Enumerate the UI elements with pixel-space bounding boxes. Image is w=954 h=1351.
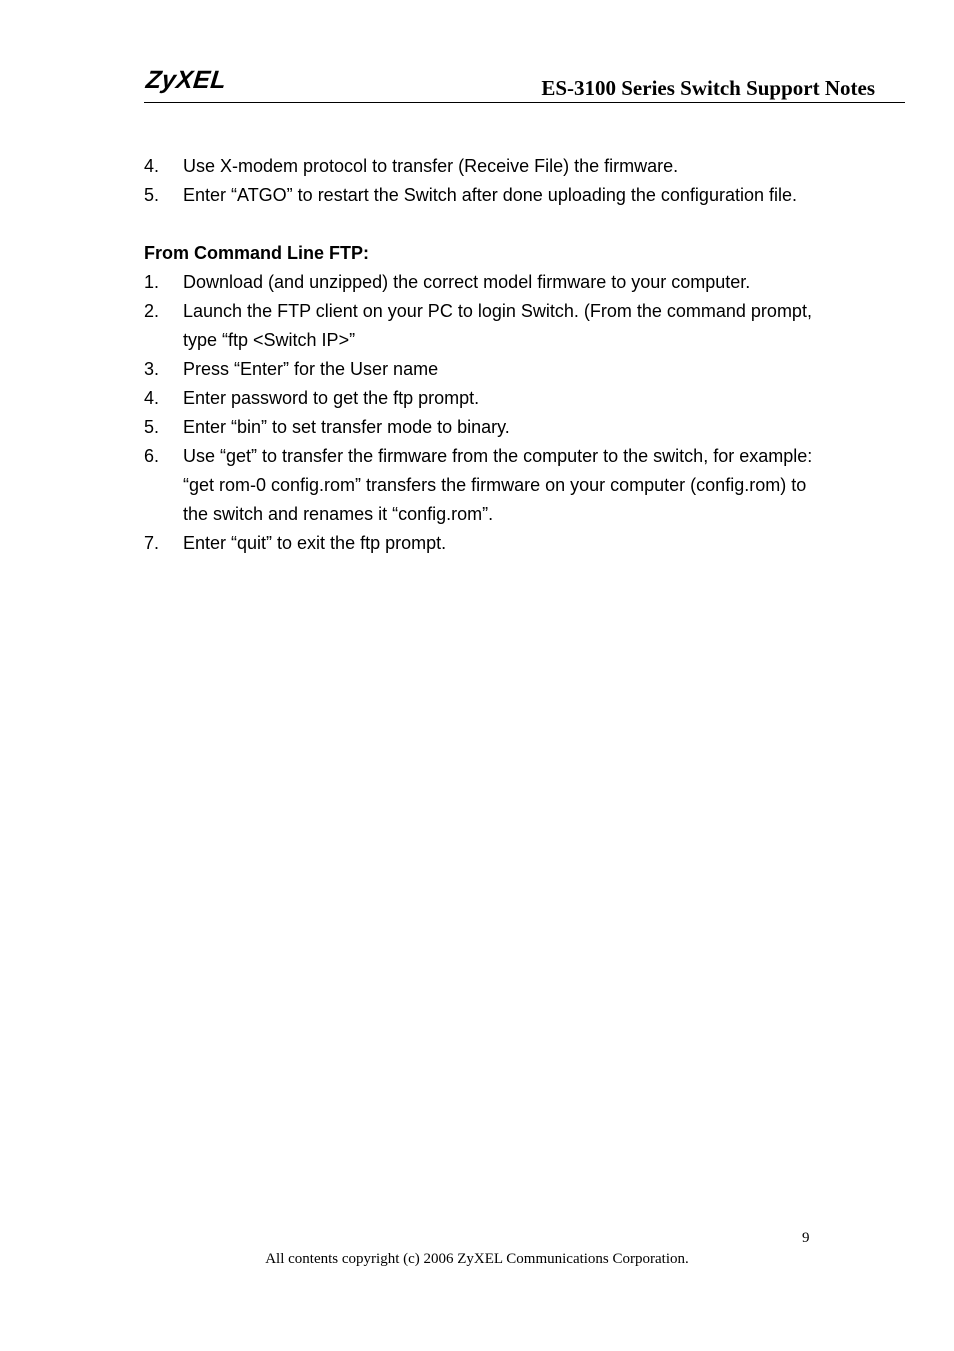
item-text: Press “Enter” for the User name bbox=[183, 359, 439, 379]
list-item bbox=[144, 529, 824, 558]
list-item bbox=[144, 442, 824, 529]
item-text: Enter “quit” to exit the ftp prompt. bbox=[183, 533, 447, 553]
item-text: Launch the FTP client on your PC to login Switch. (From the command prompt, type “ftp <Switch IP>” bbox=[183, 301, 812, 350]
list-item bbox=[144, 268, 824, 297]
ftp-steps-list bbox=[144, 268, 824, 558]
list-item bbox=[144, 181, 824, 210]
item-number: 1. bbox=[144, 272, 160, 292]
section-heading: From Command Line FTP: bbox=[144, 243, 369, 263]
page-number: 9 bbox=[802, 1230, 810, 1246]
item-number: 7. bbox=[144, 533, 160, 553]
header-title: ES-3100 Series Switch Support Notes bbox=[541, 76, 875, 100]
item-number: 2. bbox=[144, 301, 160, 321]
item-number: 6. bbox=[144, 446, 160, 466]
item-number: 3. bbox=[144, 359, 160, 379]
list-item bbox=[144, 355, 824, 384]
item-number: 5. bbox=[144, 185, 160, 205]
list-item bbox=[144, 413, 824, 442]
page-header bbox=[144, 64, 905, 103]
item-number: 5. bbox=[144, 417, 160, 437]
list-item bbox=[144, 384, 824, 413]
item-number: 4. bbox=[144, 156, 160, 176]
item-text: Enter password to get the ftp prompt. bbox=[183, 388, 480, 408]
item-text: Download (and unzipped) the correct model firmware to your computer. bbox=[183, 272, 751, 292]
copyright-footer: All contents copyright (c) 2006 ZyXEL Communications Corporation. bbox=[265, 1251, 689, 1267]
continued-steps-list bbox=[144, 152, 824, 210]
document-body bbox=[144, 152, 824, 558]
spacer bbox=[144, 210, 824, 239]
list-item bbox=[144, 297, 824, 355]
item-number: 4. bbox=[144, 388, 160, 408]
item-text: Enter “ATGO” to restart the Switch after done uploading the configuration file. bbox=[183, 185, 797, 205]
item-text: Enter “bin” to set transfer mode to binary. bbox=[183, 417, 510, 437]
list-item bbox=[144, 152, 824, 181]
item-text: Use X-modem protocol to transfer (Receive File) the firmware. bbox=[183, 156, 679, 176]
item-text: Use “get” to transfer the firmware from the computer to the switch, for example: “get rom-0 config.rom” transfers the firmware on your computer (config.rom) to the switch and renames it “config.rom”. bbox=[183, 446, 813, 524]
zyxel-logo: ZyXEL bbox=[144, 66, 228, 94]
